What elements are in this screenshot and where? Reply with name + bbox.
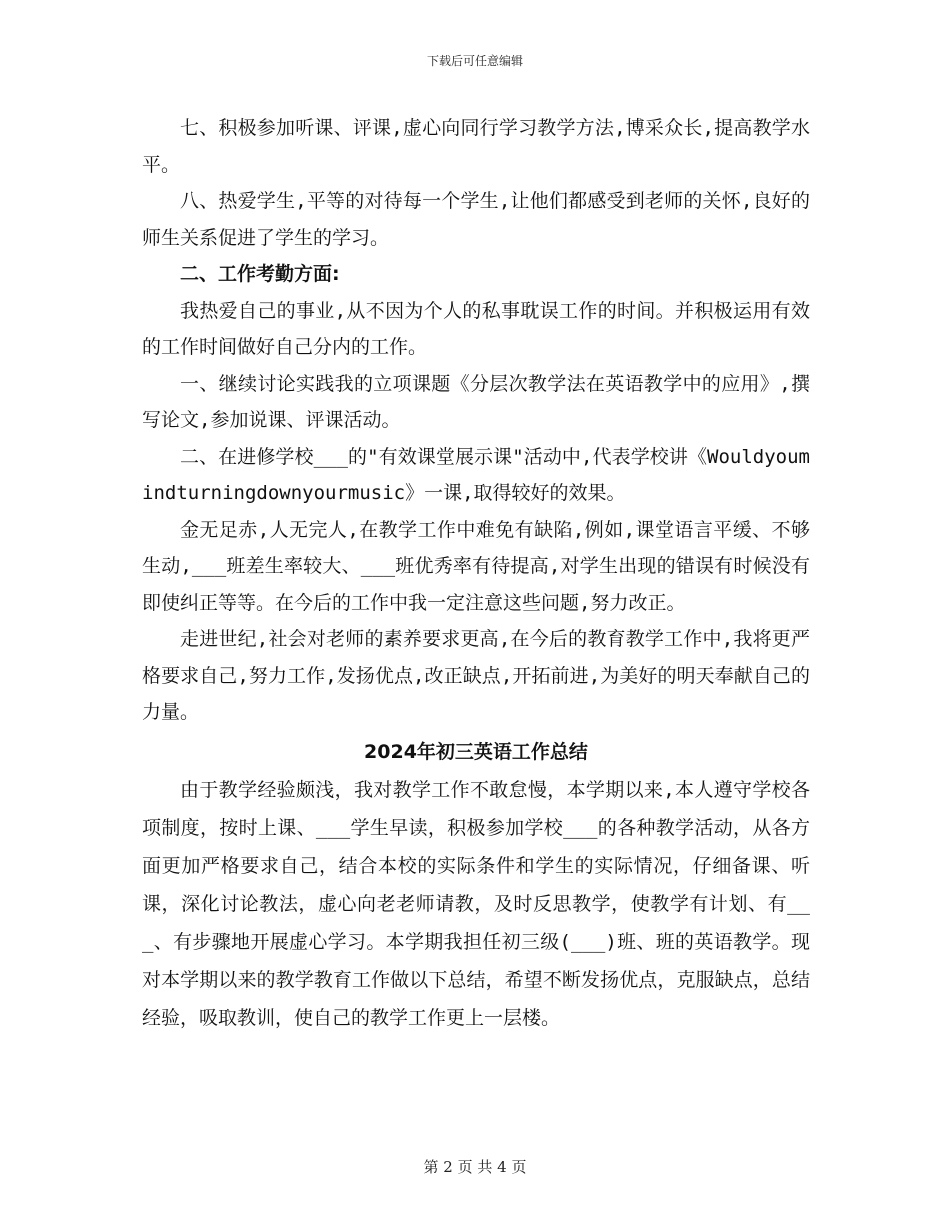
paragraph-item-7: 七、积极参加听课、评课,虚心向同行学习教学方法,博采众长,提高教学水平。 bbox=[142, 117, 810, 176]
paragraph-outlook: 走进世纪,社会对老师的素养要求更高,在今后的教育教学工作中,我将更严格要求自己,努力工作,发扬优点,改正缺点,开拓前进,为美好的明天奉献自己的力量。 bbox=[142, 628, 810, 723]
document-body bbox=[142, 110, 810, 1037]
page-footer: 第 2 页 共 4 页 bbox=[423, 1158, 527, 1176]
page-header: 下载后可任意编辑 bbox=[426, 54, 523, 68]
summary-section bbox=[142, 771, 810, 1037]
paragraph-research: 一、继续讨论实践我的立项课题《分层次教学法在英语教学中的应用》,撰写论文,参加说课、评课活动。 bbox=[142, 372, 810, 431]
paragraph-summary-intro: 由于教学经验颇浅，我对教学工作不敢怠慢，本学期以来,本人遵守学校各项制度，按时上课、___学生早读，积极参加学校___的各种教学活动，从各方面更加严格要求自己，结合本校的实际条件和学生的实际情况，仔细备课、听课，深化讨论教法，虚心向老老师请教，及时反思教学，使教学有计划、有___、有步骤地开展虚心学习。本学期我担任初三级(___)班、班的英语教学。现对本学期以来的教学教育工作做以下总结，希望不断发扬优点，克服缺点，总结经验，吸取教训，使自己的教学工作更上一层楼。 bbox=[142, 778, 810, 1029]
paragraph-shortcomings: 金无足赤,人无完人,在教学工作中难免有缺陷,例如,课堂语言平缓、不够生动,___班差生率较大、___班优秀率有待提高,对学生出现的错误有时候没有即使纠正等等。在今后的工作中我一定注意这些问题,努力改正。 bbox=[142, 518, 810, 614]
paragraph-attendance: 我热爱自己的事业,从不因为个人的私事耽误工作的时间。并积极运用有效的工作时间做好自己分内的工作。 bbox=[142, 299, 810, 358]
section-heading: 二、工作考勤方面: bbox=[180, 263, 340, 285]
document-title: 2024年初三英语工作总结 bbox=[364, 740, 588, 763]
paragraph-demo-lesson: 二、在进修学校___的"有效课堂展示课"活动中,代表学校讲《Wouldyoumindturningdownyourmusic》一课,取得较好的效果。 bbox=[142, 445, 810, 504]
paragraph-item-8: 八、热爱学生,平等的对待每一个学生,让他们都感受到老师的关怀,良好的师生关系促进了学生的学习。 bbox=[142, 190, 810, 249]
